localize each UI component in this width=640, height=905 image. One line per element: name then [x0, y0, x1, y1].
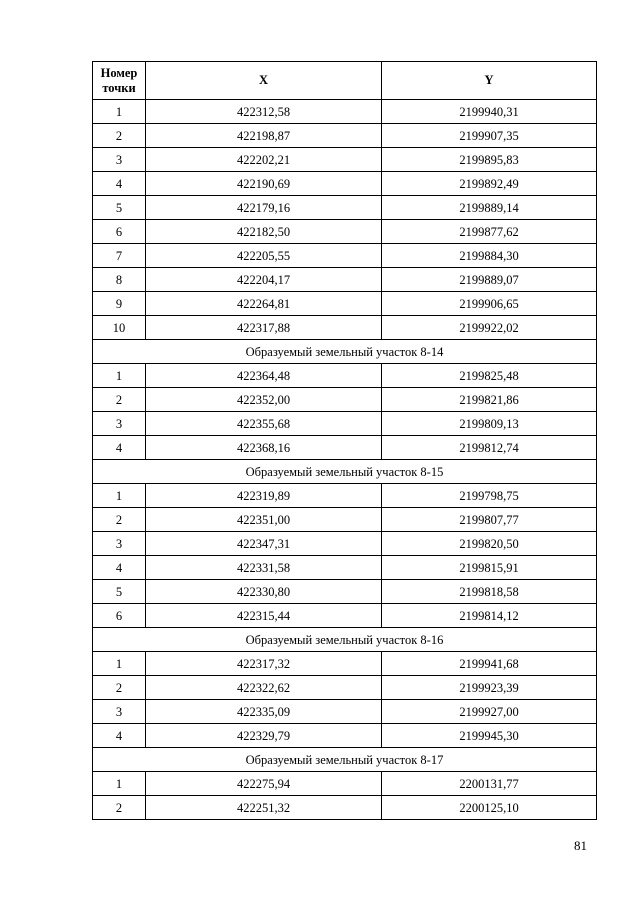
x-cell: 422319,89	[146, 484, 382, 508]
y-cell: 2200131,77	[382, 772, 597, 796]
x-cell: 422351,00	[146, 508, 382, 532]
y-cell: 2199927,00	[382, 700, 597, 724]
table-row	[93, 772, 597, 796]
point-number-cell: 3	[93, 700, 146, 724]
table-row	[93, 676, 597, 700]
y-cell: 2199922,02	[382, 316, 597, 340]
y-cell: 2199807,77	[382, 508, 597, 532]
point-number-cell: 1	[93, 772, 146, 796]
x-cell: 422312,58	[146, 100, 382, 124]
y-cell: 2199892,49	[382, 172, 597, 196]
point-number-cell: 10	[93, 316, 146, 340]
point-number-cell: 4	[93, 172, 146, 196]
point-number-cell: 2	[93, 124, 146, 148]
table-row	[93, 316, 597, 340]
page-number: 81	[574, 838, 587, 853]
x-cell: 422331,58	[146, 556, 382, 580]
section-row	[93, 748, 597, 772]
y-cell: 2199798,75	[382, 484, 597, 508]
x-cell: 422205,55	[146, 244, 382, 268]
table-row	[93, 148, 597, 172]
y-cell: 2199820,50	[382, 532, 597, 556]
table-row	[93, 484, 597, 508]
table-row	[93, 196, 597, 220]
header-y: Y	[382, 62, 597, 100]
x-cell: 422315,44	[146, 604, 382, 628]
x-cell: 422322,62	[146, 676, 382, 700]
section-title: Образуемый земельный участок 8-17	[93, 748, 597, 772]
table-row	[93, 652, 597, 676]
y-cell: 2199812,74	[382, 436, 597, 460]
y-cell: 2199889,07	[382, 268, 597, 292]
section-row	[93, 340, 597, 364]
table-row	[93, 604, 597, 628]
table-body	[93, 100, 597, 820]
x-cell: 422190,69	[146, 172, 382, 196]
x-cell: 422330,80	[146, 580, 382, 604]
x-cell: 422204,17	[146, 268, 382, 292]
y-cell: 2199895,83	[382, 148, 597, 172]
point-number-cell: 2	[93, 388, 146, 412]
point-number-cell: 7	[93, 244, 146, 268]
x-cell: 422317,32	[146, 652, 382, 676]
header-x: X	[146, 62, 382, 100]
x-cell: 422264,81	[146, 292, 382, 316]
x-cell: 422368,16	[146, 436, 382, 460]
point-number-cell: 9	[93, 292, 146, 316]
y-cell: 2199877,62	[382, 220, 597, 244]
point-number-cell: 6	[93, 220, 146, 244]
y-cell: 2199815,91	[382, 556, 597, 580]
y-cell: 2199814,12	[382, 604, 597, 628]
x-cell: 422347,31	[146, 532, 382, 556]
table-row	[93, 172, 597, 196]
section-row	[93, 460, 597, 484]
point-number-cell: 3	[93, 532, 146, 556]
y-cell: 2199818,58	[382, 580, 597, 604]
table-row	[93, 100, 597, 124]
point-number-cell: 2	[93, 796, 146, 820]
table-row	[93, 412, 597, 436]
table-row	[93, 436, 597, 460]
x-cell: 422352,00	[146, 388, 382, 412]
table-header-row	[93, 62, 597, 100]
x-cell: 422251,32	[146, 796, 382, 820]
point-number-cell: 1	[93, 364, 146, 388]
point-number-cell: 4	[93, 556, 146, 580]
y-cell: 2200125,10	[382, 796, 597, 820]
point-number-cell: 1	[93, 100, 146, 124]
x-cell: 422179,16	[146, 196, 382, 220]
point-number-cell: 1	[93, 652, 146, 676]
y-cell: 2199884,30	[382, 244, 597, 268]
section-row	[93, 628, 597, 652]
point-number-cell: 4	[93, 724, 146, 748]
y-cell: 2199941,68	[382, 652, 597, 676]
section-title: Образуемый земельный участок 8-16	[93, 628, 597, 652]
point-number-cell: 4	[93, 436, 146, 460]
table-row	[93, 388, 597, 412]
x-cell: 422335,09	[146, 700, 382, 724]
y-cell: 2199889,14	[382, 196, 597, 220]
section-title: Образуемый земельный участок 8-15	[93, 460, 597, 484]
x-cell: 422317,88	[146, 316, 382, 340]
point-number-cell: 3	[93, 148, 146, 172]
point-number-cell: 8	[93, 268, 146, 292]
table-row	[93, 796, 597, 820]
x-cell: 422275,94	[146, 772, 382, 796]
y-cell: 2199825,48	[382, 364, 597, 388]
point-number-cell: 3	[93, 412, 146, 436]
y-cell: 2199907,35	[382, 124, 597, 148]
table-row	[93, 124, 597, 148]
x-cell: 422329,79	[146, 724, 382, 748]
x-cell: 422202,21	[146, 148, 382, 172]
table-row	[93, 532, 597, 556]
table-row	[93, 508, 597, 532]
point-number-cell: 2	[93, 508, 146, 532]
y-cell: 2199906,65	[382, 292, 597, 316]
table-row	[93, 724, 597, 748]
table-row	[93, 364, 597, 388]
coordinates-table	[92, 61, 597, 820]
point-number-cell: 5	[93, 196, 146, 220]
table-row	[93, 220, 597, 244]
table-row	[93, 268, 597, 292]
y-cell: 2199923,39	[382, 676, 597, 700]
point-number-cell: 1	[93, 484, 146, 508]
table-row	[93, 292, 597, 316]
table-row	[93, 580, 597, 604]
y-cell: 2199821,86	[382, 388, 597, 412]
point-number-cell: 6	[93, 604, 146, 628]
table-row	[93, 700, 597, 724]
table-row	[93, 556, 597, 580]
header-point-number: Номер точки	[93, 62, 146, 100]
y-cell: 2199809,13	[382, 412, 597, 436]
y-cell: 2199940,31	[382, 100, 597, 124]
point-number-cell: 5	[93, 580, 146, 604]
x-cell: 422355,68	[146, 412, 382, 436]
x-cell: 422364,48	[146, 364, 382, 388]
x-cell: 422182,50	[146, 220, 382, 244]
x-cell: 422198,87	[146, 124, 382, 148]
section-title: Образуемый земельный участок 8-14	[93, 340, 597, 364]
y-cell: 2199945,30	[382, 724, 597, 748]
point-number-cell: 2	[93, 676, 146, 700]
table-row	[93, 244, 597, 268]
